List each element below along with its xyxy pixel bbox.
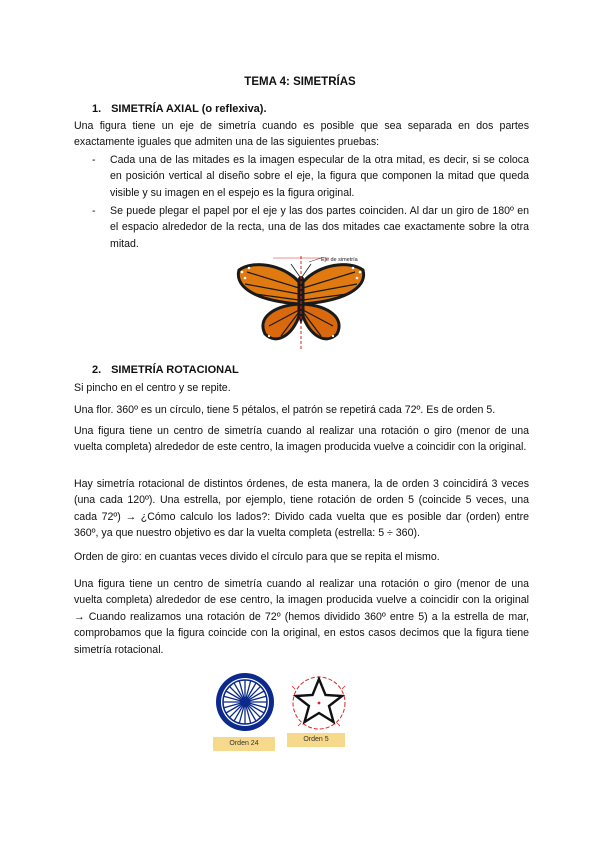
bullet-dash: - bbox=[92, 154, 96, 166]
axis-label: Eje de simetría bbox=[321, 257, 358, 263]
section2-paragraph-3: Una figura tiene un centro de simetría cuando al realizar una rotación o giro (menor de una vuelta completa) alrededor de este centro, la imagen producida vuelve a coincidir con la original. bbox=[74, 425, 529, 454]
section2-paragraph-2: Una flor. 360º es un círculo, tiene 5 pétalos, el patrón se repetirá cada 72º. Es de orden 5. bbox=[74, 404, 496, 416]
star-figure bbox=[287, 673, 351, 731]
page-title: TEMA 4: SIMETRÍAS bbox=[244, 76, 356, 88]
bullet-text: Cada una de las mitades es la imagen especular de la otra mitad, es decir, si se coloca en posición vertical al diseño sobre el eje, la figura que componen la mitad que queda visible y su imagen en el espejo es la figura original. bbox=[110, 154, 529, 199]
section1-bullet-1 bbox=[92, 152, 529, 201]
section2-paragraph-1: Si pincho en el centro y se repite. bbox=[74, 382, 231, 394]
figure-label-orden-5: Orden 5 bbox=[287, 733, 345, 747]
section2-heading bbox=[92, 364, 239, 376]
bullet-dash: - bbox=[92, 205, 96, 217]
bullet-text: Se puede plegar el papel por el eje y las dos partes coinciden. Al dar un giro de 180º en el espacio alrededor de la recta, una de las dos mitades cae exactamente sobre la otra mitad. bbox=[110, 205, 529, 250]
section1-number: 1. bbox=[92, 103, 102, 115]
section1-heading bbox=[92, 103, 267, 115]
figure-label-orden-24: Orden 24 bbox=[213, 737, 275, 751]
section1-heading-text: SIMETRÍA AXIAL (o reflexiva). bbox=[111, 103, 267, 115]
butterfly-figure bbox=[233, 254, 369, 352]
section2-heading-text: SIMETRÍA ROTACIONAL bbox=[111, 364, 239, 376]
chakra-wheel-figure bbox=[214, 671, 276, 733]
section2-paragraph-4: Hay simetría rotacional de distintos órdenes, de esta manera, la de orden 3 coincidirá 3 veces (una cada 120º). Una estrella, por ejemplo, tiene rotación de orden 5 (coincide 5 veces, una cada 72º) → ¿Cómo calculo los lados?: Divido cada vuelta que es posible dar (orden) entre 360º, ya que nuestro objetivo es dar la vuelta completa (estrella: 5 ÷ 360). bbox=[74, 478, 529, 540]
section1-intro: Una figura tiene un eje de simetría cuando es posible que sea separada en dos partes exactamente iguales que admiten una de las siguientes pruebas: bbox=[74, 120, 529, 149]
section1-bullet-2 bbox=[92, 203, 529, 252]
section2-number: 2. bbox=[92, 364, 102, 376]
section2-paragraph-6: Una figura tiene un centro de simetría cuando al realizar una rotación o giro (menor de una vuelta completa) alrededor de ese centro, la imagen producida vuelve a coincidir con la original → Cuando realizamos una rotación de 72º (hemos dividido 360º entre 5) a la estrella de mar, comprobamos que la figura coincide con la original, en estos casos decimos que la figura tiene simetría rotacional. bbox=[74, 578, 529, 656]
section2-paragraph-5: Orden de giro: en cuantas veces divido el círculo para que se repita el mismo. bbox=[74, 551, 440, 563]
